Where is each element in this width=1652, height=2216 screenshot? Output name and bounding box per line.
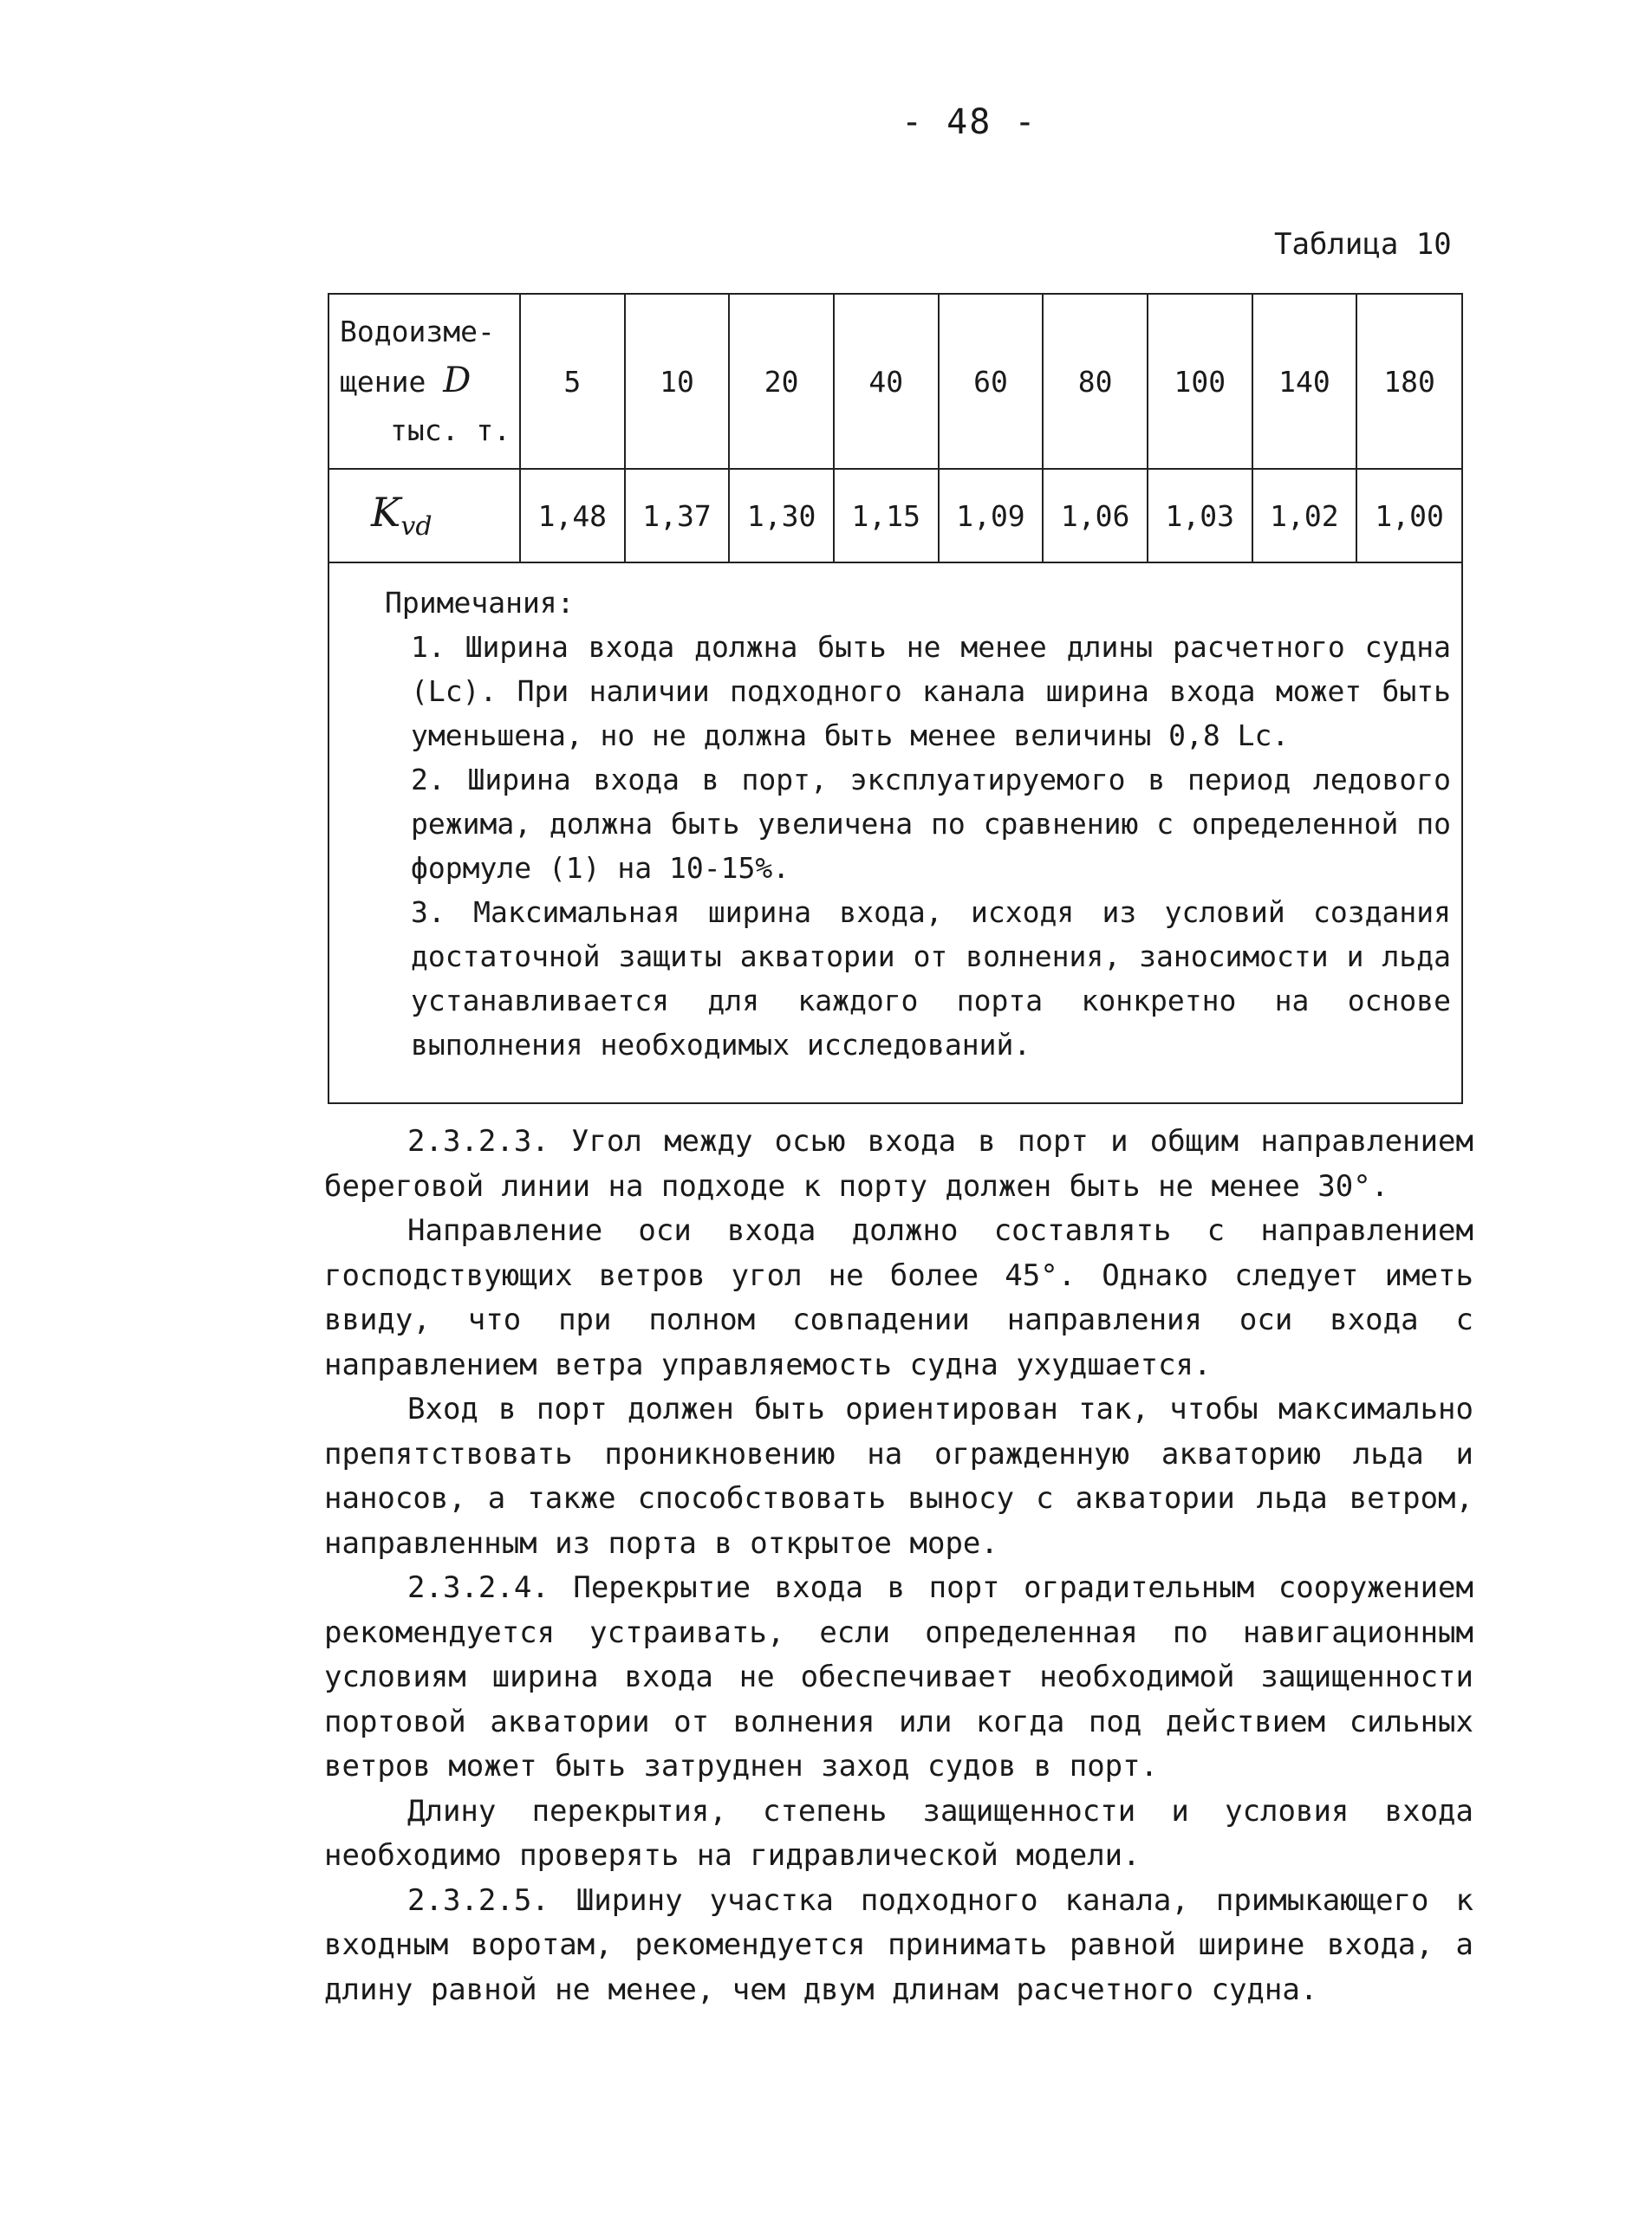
header-cell: 40 xyxy=(834,295,939,469)
table-values-row xyxy=(329,469,1461,562)
header-label-cell xyxy=(329,295,520,469)
table-notes xyxy=(341,581,1451,1067)
paragraph-2-3-2-5: 2.3.2.5. Ширину участка подходного канала, примыкающего к входным воротам, рекомендуется принимать равной ширине входа, а длину равной не менее, чем двум длинам расчетного судна. xyxy=(324,1882,1473,2007)
value-cell: 1,09 xyxy=(939,469,1044,562)
page-number: - 48 - xyxy=(901,102,1037,142)
header-cell: 180 xyxy=(1356,295,1461,469)
table-frame xyxy=(328,293,1463,1104)
body-text xyxy=(324,1120,1473,2012)
header-symbol: D xyxy=(443,361,472,400)
value-cell: 1,48 xyxy=(520,469,625,562)
row-label-subscript: vd xyxy=(400,511,433,543)
header-cell: 10 xyxy=(625,295,730,469)
value-cell: 1,03 xyxy=(1148,469,1252,562)
value-cell: 1,37 xyxy=(625,469,730,562)
value-cell: 1,00 xyxy=(1356,469,1461,562)
value-cell: 1,30 xyxy=(729,469,834,562)
row-label-cell xyxy=(329,469,520,562)
header-cell: 100 xyxy=(1148,295,1252,469)
header-label-line3: тыс. т. xyxy=(390,413,511,447)
note-3: 3. Максимальная ширина входа, исходя из условий создания достаточной защиты акватории от волнения, заносимости и льда устанавливается для каждого порта конкретно на основе выполнения необходимых исследований. xyxy=(411,895,1451,1062)
header-cell: 5 xyxy=(520,295,625,469)
row-label: K xyxy=(371,489,401,536)
paragraph-2-3-2-3: 2.3.2.3. Угол между осью входа в порт и общим направлением береговой линии на подходе к порту должен быть не менее 30°. xyxy=(324,1124,1473,1204)
notes-title: Примечания: xyxy=(385,586,575,620)
table-caption: Таблица 10 xyxy=(1274,227,1452,262)
header-cell: 60 xyxy=(939,295,1044,469)
paragraph-2-3-2-4: 2.3.2.4. Перекрытие входа в порт оградительным сооружением рекомендуется устраивать, если определенная по навигационным условиям ширина входа не обеспечивает необходимой защищенности портовой акватории от волнения или когда под действием сильных ветров может быть затруднен заход судов в порт. xyxy=(324,1570,1473,1784)
note-2: 2. Ширина входа в порт, эксплуатируемого в период ледового режима, должна быть увеличена по сравнению с определенной по формуле (1) на 10-15%. xyxy=(411,763,1451,885)
header-label-line1: Водоизме- xyxy=(340,315,495,348)
header-cell: 140 xyxy=(1252,295,1357,469)
value-cell: 1,02 xyxy=(1252,469,1357,562)
paragraph-overlap-length: Длину перекрытия, степень защищенности и условия входа необходимо проверять на гидравлической модели. xyxy=(324,1793,1473,1873)
header-label-line2: щение xyxy=(340,365,426,399)
value-cell: 1,15 xyxy=(834,469,939,562)
header-cell: 20 xyxy=(729,295,834,469)
table-header-row xyxy=(329,295,1461,469)
paragraph-entrance-orientation: Вход в порт должен быть ориентирован так, чтобы максимально препятствовать проникновению на огражденную акваторию льда и наносов, а также способствовать выносу с акватории льда ветром, направленным из порта в открытое море. xyxy=(324,1392,1473,1561)
note-1: 1. Ширина входа должна быть не менее длины расчетного судна (Lc). При наличии подходного канала ширина входа может быть уменьшена, но не должна быть менее величины 0,8 Lc. xyxy=(411,630,1451,752)
paragraph-entrance-axis: Направление оси входа должно составлять с направлением господствующих ветров угол не более 45°. Однако следует иметь ввиду, что при полном совпадении направления оси входа с направлением ветра управляемость судна ухудшается. xyxy=(324,1213,1473,1382)
value-cell: 1,06 xyxy=(1043,469,1148,562)
coefficient-table xyxy=(329,295,1461,563)
header-cell: 80 xyxy=(1043,295,1148,469)
